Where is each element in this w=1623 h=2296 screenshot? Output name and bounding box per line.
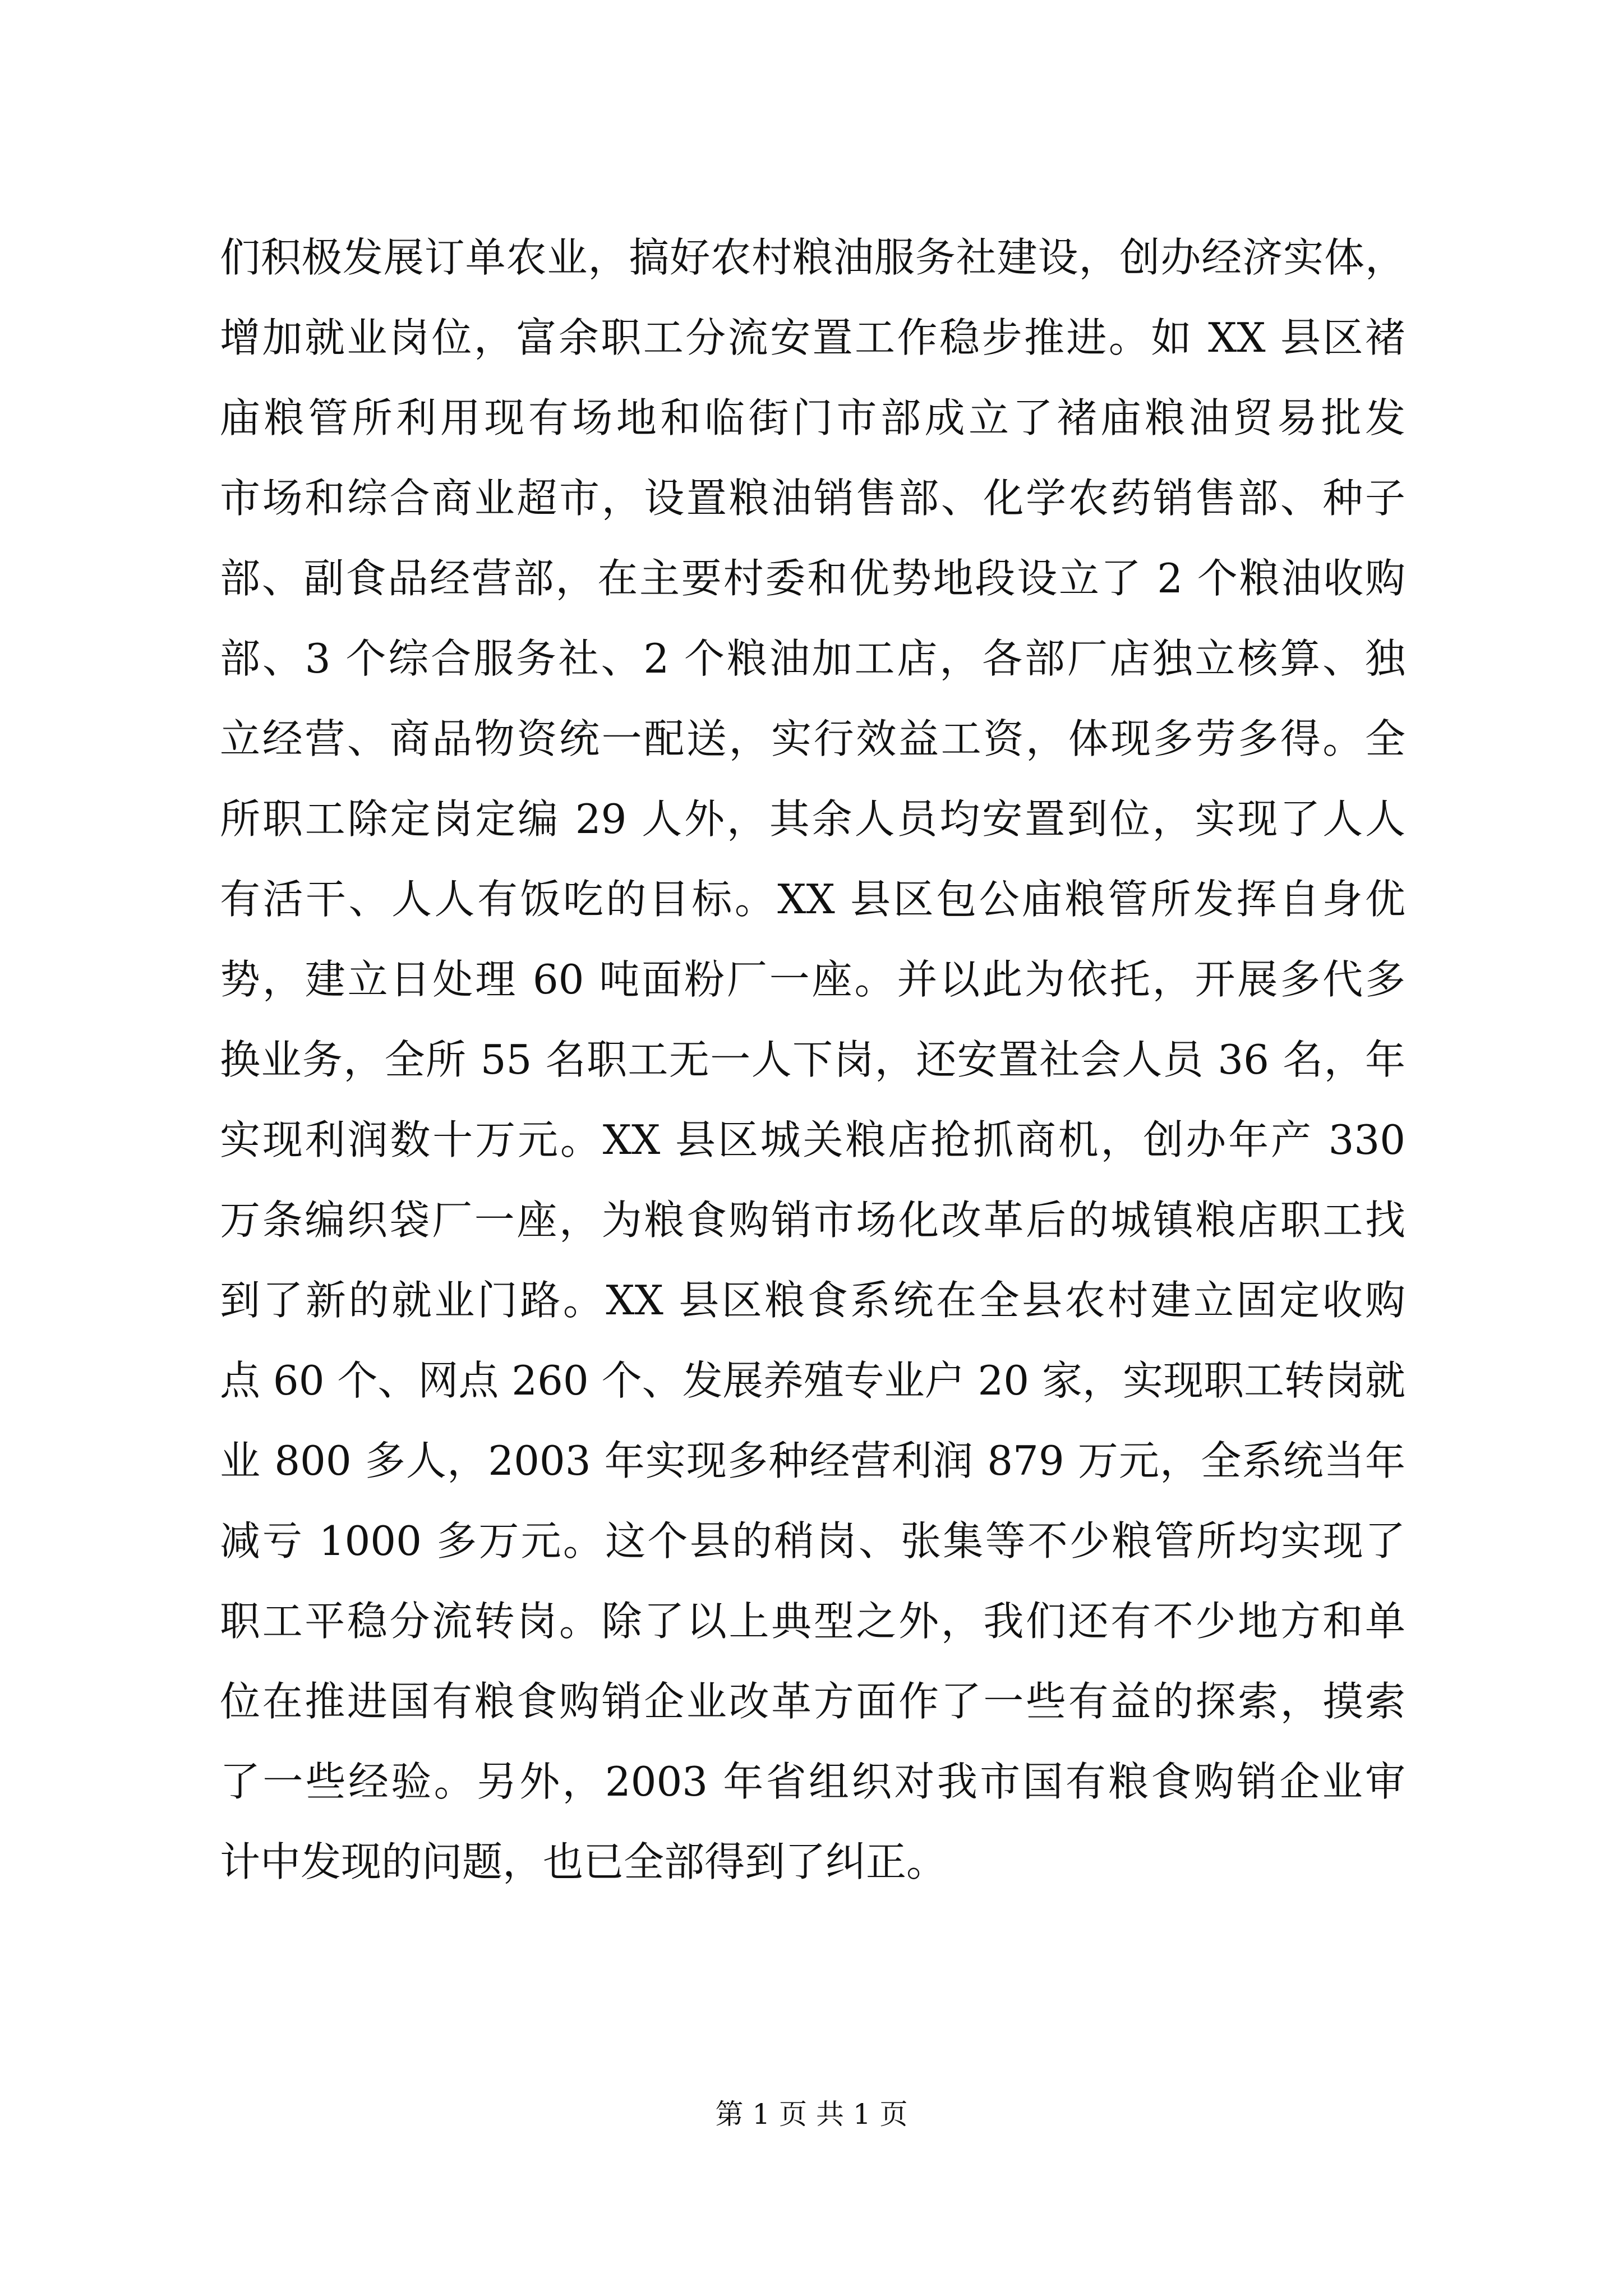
text-line: 到了新的就业门路。XX 县区粮食系统在全县农村建立固定收购 <box>220 1277 1405 1324</box>
text-line: 位在推进国有粮食购销企业改革方面作了一些有益的探索，摸索 <box>220 1678 1405 1725</box>
text-line: 了一些经验。另外，2003 年省组织对我市国有粮食购销企业审 <box>220 1758 1405 1805</box>
text-line: 们积极发展订单农业，搞好农村粮油服务社建设，创办经济实体， <box>220 234 1405 281</box>
text-line-last: 计中发现的问题，也已全部得到了纠正。 <box>220 1838 947 1885</box>
text-line: 业 800 多人，2003 年实现多种经营利润 879 万元，全系统当年 <box>220 1437 1405 1484</box>
text-line: 立经营、商品物资统一配送，实行效益工资，体现多劳多得。全 <box>220 715 1405 762</box>
text-line: 所职工除定岗定编 29 人外，其余人员均安置到位，实现了人人 <box>220 795 1405 843</box>
text-line: 市场和综合商业超市，设置粮油销售部、化学农药销售部、种子 <box>220 475 1405 522</box>
page-number-footer: 第 1 页 共 1 页 <box>715 2098 908 2131</box>
text-line: 万条编织袋厂一座，为粮食购销市场化改革后的城镇粮店职工找 <box>220 1197 1405 1244</box>
text-line: 增加就业岗位，富余职工分流安置工作稳步推进。如 XX 县区褚 <box>220 314 1405 361</box>
body-paragraph <box>220 218 1405 1902</box>
text-line: 势，建立日处理 60 吨面粉厂一座。并以此为依托，开展多代多 <box>220 956 1405 1003</box>
text-line: 部、3 个综合服务社、2 个粮油加工店，各部厂店独立核算、独 <box>220 635 1405 682</box>
text-line: 有活干、人人有饭吃的目标。XX 县区包公庙粮管所发挥自身优 <box>220 876 1405 923</box>
text-line: 实现利润数十万元。XX 县区城关粮店抢抓商机，创办年产 330 <box>220 1116 1405 1163</box>
text-line: 职工平稳分流转岗。除了以上典型之外，我们还有不少地方和单 <box>220 1598 1405 1645</box>
text-line: 点 60 个、网点 260 个、发展养殖专业户 20 家，实现职工转岗就 <box>220 1357 1405 1404</box>
text-line: 部、副食品经营部，在主要村委和优势地段设立了 2 个粮油收购 <box>220 555 1405 602</box>
text-line: 庙粮管所利用现有场地和临街门市部成立了褚庙粮油贸易批发 <box>220 394 1405 441</box>
text-line: 换业务，全所 55 名职工无一人下岗，还安置社会人员 36 名，年 <box>220 1036 1405 1083</box>
text-line: 减亏 1000 多万元。这个县的稍岗、张集等不少粮管所均实现了 <box>220 1517 1405 1565</box>
